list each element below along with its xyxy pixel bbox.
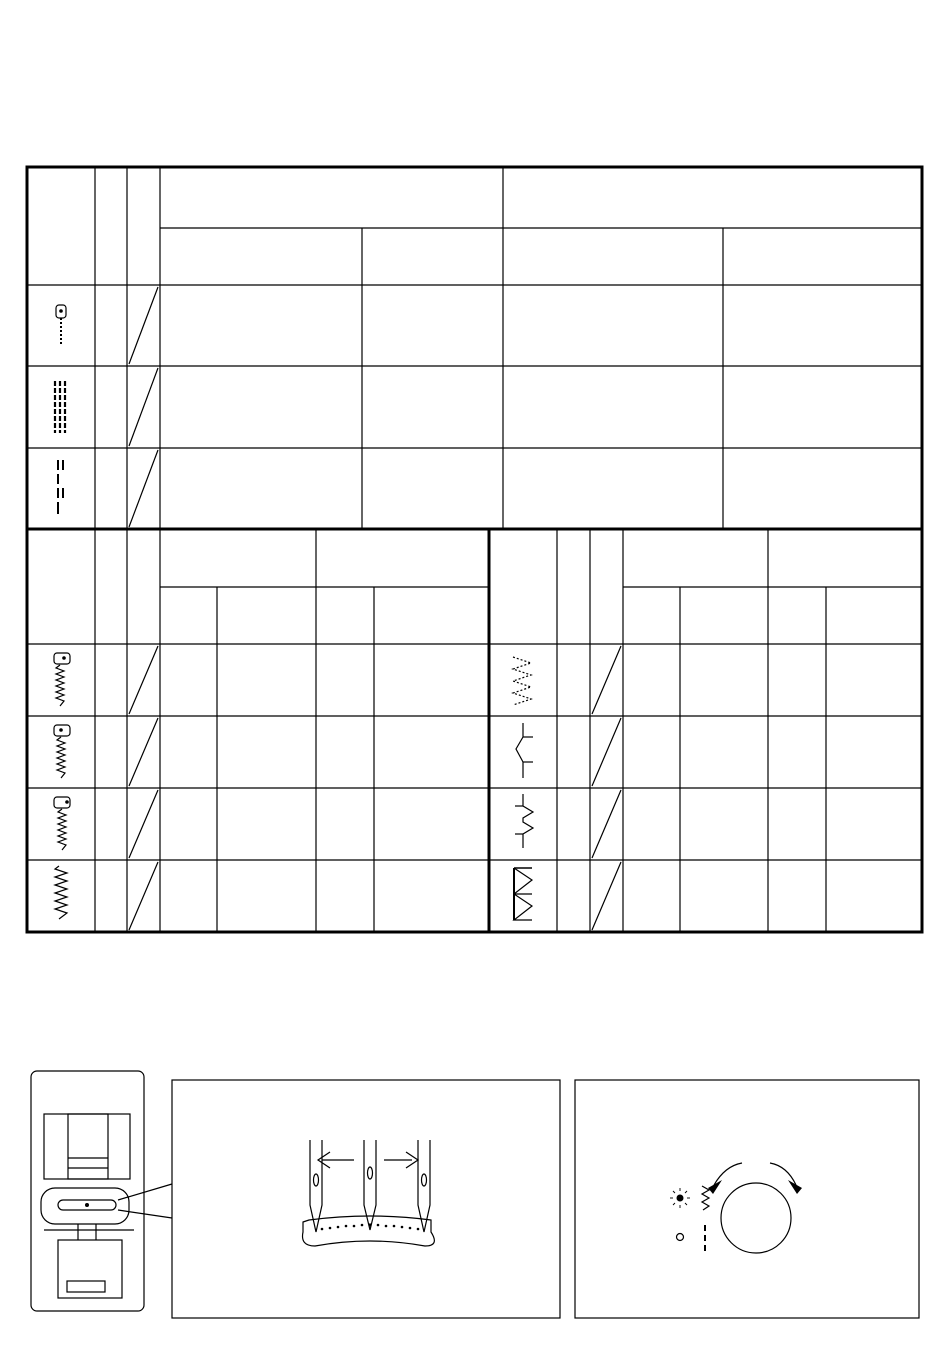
- slash-mark: [129, 368, 158, 446]
- drawing-stroke: [67, 1281, 105, 1292]
- slash-mark: [592, 718, 621, 786]
- selector-dial: [721, 1183, 791, 1253]
- drawing-stroke: [329, 1227, 332, 1230]
- zigzag-small-icon: [55, 866, 67, 919]
- drawing-stroke: [368, 1167, 373, 1179]
- drawing-stroke: [417, 1228, 420, 1231]
- elastic-blind-hem-icon: [515, 794, 533, 848]
- slash-mark: [129, 718, 158, 786]
- drawing-stroke: [321, 1228, 324, 1231]
- needle-positions-icon: [172, 1080, 560, 1318]
- drawing-stroke: [677, 1195, 684, 1202]
- table-frame: [27, 167, 922, 932]
- drawing-stroke: [337, 1226, 340, 1229]
- lower-table-grid: [27, 529, 922, 932]
- drawing-stroke: [44, 1114, 130, 1179]
- dial-box-frame: [575, 1080, 919, 1318]
- drawing-stroke: [314, 1174, 319, 1186]
- drawing-stroke: [708, 1180, 722, 1194]
- drawing-stroke: [377, 1224, 380, 1227]
- drawing-stroke: [714, 1163, 742, 1185]
- triple-straight-stitch-icon: [55, 381, 65, 433]
- drawing-stroke: [685, 1203, 687, 1205]
- drawing-stroke: [513, 657, 531, 705]
- drawing-stroke: [303, 1216, 435, 1246]
- drawing-stroke: [677, 1234, 684, 1241]
- drawing-stroke: [516, 723, 523, 778]
- slash-mark: [592, 862, 621, 930]
- slash-mark: [129, 790, 158, 858]
- drawing-stroke: [345, 1225, 348, 1228]
- multi-zigzag-icon: [513, 657, 531, 705]
- drawing-stroke: [385, 1225, 388, 1228]
- blind-hem-icon: [516, 723, 533, 778]
- zigzag-left-position-icon: [54, 653, 70, 706]
- drawing-stroke: [673, 1203, 675, 1205]
- slash-mark: [592, 646, 621, 714]
- drawing-stroke: [118, 1210, 172, 1218]
- presser-foot-icon: [31, 1071, 172, 1311]
- drawing-stroke: [56, 665, 64, 706]
- drawing-stroke: [58, 809, 66, 850]
- drawing-stroke: [409, 1227, 412, 1230]
- slash-mark: [129, 450, 158, 527]
- drawing-stroke: [68, 1114, 108, 1179]
- drawing-stroke: [65, 800, 69, 804]
- basting-stitch-icon: [58, 460, 63, 514]
- drawing-stroke: [393, 1225, 396, 1228]
- drawing-stroke: [673, 1191, 675, 1193]
- drawing-stroke: [59, 309, 63, 313]
- drawing-stroke: [361, 1224, 364, 1227]
- drawing-stroke: [401, 1226, 404, 1229]
- drawing-stroke: [31, 1071, 144, 1311]
- drawing-stroke: [353, 1225, 356, 1228]
- drawing-stroke: [62, 656, 66, 660]
- stitch-table: [27, 167, 922, 932]
- drawing-stroke: [422, 1174, 427, 1186]
- drawing-stroke: [85, 1203, 89, 1207]
- stitch-selector-dial-icon: [575, 1080, 919, 1318]
- zigzag-center-position-icon: [54, 725, 70, 778]
- not-applicable-slashes: [129, 287, 621, 930]
- slash-mark: [129, 862, 158, 930]
- drawing-stroke: [685, 1191, 687, 1193]
- drawing-stroke: [523, 794, 533, 848]
- drawing-stroke: [54, 653, 70, 664]
- zigzag-right-position-icon: [54, 797, 70, 850]
- drawing-stroke: [702, 1186, 709, 1210]
- drawing-stroke: [57, 737, 65, 778]
- drawing-stroke: [118, 1184, 172, 1200]
- overlock-triangle-icon: [514, 868, 532, 920]
- drawing-stroke: [55, 866, 67, 919]
- slash-mark: [592, 790, 621, 858]
- slash-mark: [129, 287, 158, 364]
- slash-mark: [129, 646, 158, 714]
- upper-table-grid: [27, 167, 922, 529]
- straight-stitch-icon: [56, 305, 66, 344]
- drawing-stroke: [59, 728, 63, 732]
- needle-box-frame: [172, 1080, 560, 1318]
- drawing-stroke: [770, 1163, 796, 1185]
